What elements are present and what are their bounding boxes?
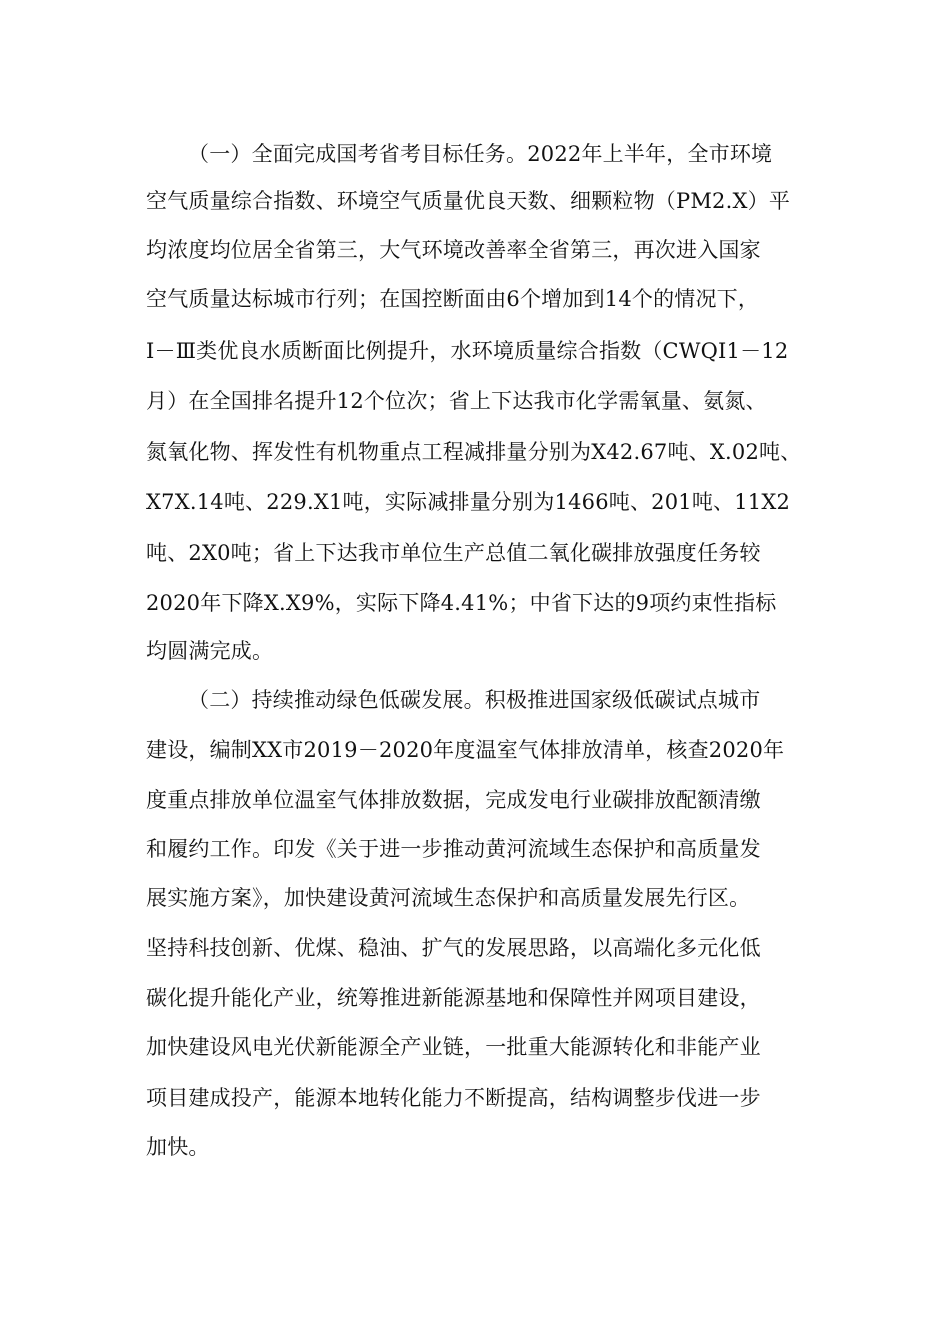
paragraph-line: 空气质量综合指数、环境空气质量优良天数、细颗粒物（PM2.X）平 [146, 189, 791, 213]
paragraph-line: 加快。 [146, 1135, 210, 1159]
paragraph-line: 坚持科技创新、优煤、稳油、扩气的发展思路，以高端化多元化低 [146, 936, 761, 960]
paragraph-line: 度重点排放单位温室气体排放数据，完成发电行业碳排放配额清缴 [146, 788, 761, 812]
paragraph-line: （二）持续推动绿色低碳发展。积极推进国家级低碳试点城市 [188, 688, 761, 712]
paragraph-line: 加快建设风电光伏新能源全产业链，一批重大能源转化和非能产业 [146, 1035, 761, 1059]
paragraph-line: （一）全面完成国考省考目标任务。2022年上半年，全市环境 [188, 142, 773, 166]
paragraph-line: 月）在全国排名提升12个位次；省上下达我市化学需氧量、氨氮、 [146, 389, 767, 413]
paragraph-line: 吨、2X0吨；省上下达我市单位生产总值二氧化碳排放强度任务较 [146, 541, 761, 565]
paragraph-line: 空气质量达标城市行列；在国控断面由6个增加到14个的情况下， [146, 287, 760, 311]
paragraph-line: Ⅰ－Ⅲ类优良水质断面比例提升，水环境质量综合指数（CWQI1－12 [146, 339, 789, 363]
paragraph-line: X7X.14吨、229.X1吨，实际减排量分别为1466吨、201吨、11X2 [146, 490, 791, 514]
paragraph-line: 2020年下降X.X9%，实际下降4.41%；中省下达的9项约束性指标 [146, 591, 777, 615]
paragraph-line: 均圆满完成。 [146, 639, 274, 663]
paragraph-line: 氮氧化物、挥发性有机物重点工程减排量分别为X42.67吨、X.02吨、 [146, 440, 802, 464]
paragraph-line: 展实施方案》，加快建设黄河流域生态保护和高质量发展先行区。 [146, 886, 751, 910]
paragraph-line: 项目建成投产，能源本地转化能力不断提高，结构调整步伐进一步 [146, 1086, 761, 1110]
paragraph-line: 均浓度均位居全省第三，大气环境改善率全省第三，再次进入国家 [146, 238, 761, 262]
paragraph-line: 碳化提升能化产业，统筹推进新能源基地和保障性并网项目建设， [146, 986, 761, 1010]
paragraph-line: 建设，编制XX市2019－2020年度温室气体排放清单，核查2020年 [146, 738, 785, 762]
paragraph-line: 和履约工作。印发《关于进一步推动黄河流域生态保护和高质量发 [146, 837, 761, 861]
